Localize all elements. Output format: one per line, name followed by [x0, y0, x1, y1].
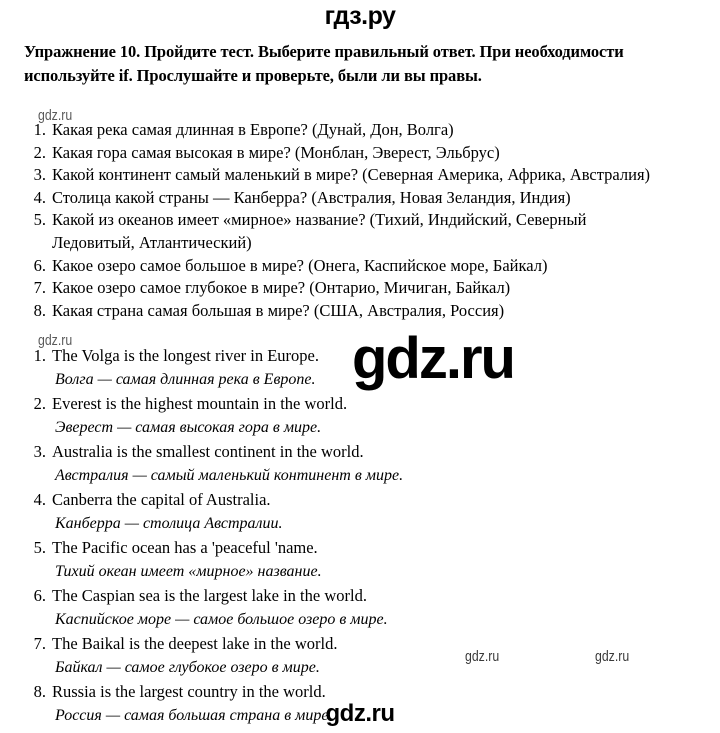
answer-body: [52, 584, 658, 632]
answer-number: 5.: [33, 538, 46, 557]
question-number: 7.: [33, 278, 46, 298]
question-number: 6.: [33, 255, 46, 275]
watermark-small-middle: gdz.ru: [38, 332, 73, 349]
question-text: Какой из океанов имеет «мирное» название? (Тихий, Индийский, Северный Ледовитый, Атлантический): [52, 210, 587, 252]
answer-number: 1.: [33, 346, 46, 365]
answer-russian: Россия — самая большая страна в мире.: [55, 707, 333, 724]
answers-list: [18, 344, 708, 728]
exercise-heading: Упражнение 10. Пройдите тест. Выберите правильный ответ. При необходимости используйте if. Прослушайте и проверьте, были ли вы правы.: [24, 42, 624, 85]
question-text: Какое озеро самое глубокое в мире? (Онтарио, Мичиган, Байкал): [52, 278, 511, 298]
question-number: 4.: [33, 187, 46, 207]
question-text: Какая гора самая высокая в мире? (Монблан, Эверест, Эльбрус): [52, 142, 500, 162]
answer-english: The Caspian sea is the largest lake in the world.: [52, 586, 367, 605]
answer-item: [18, 440, 708, 488]
answer-english: The Pacific ocean has a 'peaceful 'name.: [52, 538, 318, 557]
answer-number: 7.: [33, 634, 46, 653]
question-item: [18, 300, 708, 323]
question-item: [18, 255, 708, 278]
answer-body: [52, 536, 658, 584]
answer-number: 8.: [33, 682, 46, 701]
answer-number: 6.: [33, 586, 46, 605]
answer-number: 2.: [33, 394, 46, 413]
question-item: [18, 142, 708, 165]
answer-russian: Тихий океан имеет «мирное» название.: [55, 563, 322, 580]
question-number: 5.: [33, 210, 46, 230]
answer-body: [52, 392, 658, 440]
watermark-small-right-a: gdz.ru: [465, 648, 500, 665]
question-text: Какое озеро самое большое в мире? (Онега, Каспийское море, Байкал): [52, 255, 548, 275]
watermark-large: gdz.ru: [352, 326, 514, 391]
question-text: Столица какой страны — Канберра? (Австралия, Новая Зеландия, Индия): [52, 187, 571, 207]
answer-item: [18, 488, 708, 536]
question-item: [18, 164, 708, 187]
site-logo-top: гдз.ру: [324, 2, 396, 30]
question-text: Какая страна самая большая в мире? (США, Австралия, Россия): [52, 300, 505, 320]
answer-russian: Каспийское море — самое большое озеро в мире.: [55, 611, 388, 628]
answer-russian: Канберра — столица Австралии.: [55, 515, 283, 532]
question-number: 2.: [33, 142, 46, 162]
watermark-small-top: gdz.ru: [38, 107, 73, 124]
answer-body: [52, 440, 658, 488]
answer-item: [18, 584, 708, 632]
answer-english: The Baikal is the deepest lake in the world.: [52, 634, 338, 653]
answer-russian: Волга — самая длинная река в Европе.: [55, 371, 316, 388]
answer-english: Everest is the highest mountain in the world.: [52, 394, 348, 413]
question-item: [18, 209, 708, 254]
answer-body: [52, 632, 658, 680]
answer-item: [18, 536, 708, 584]
question-number: 1.: [33, 120, 46, 139]
answer-body: [52, 488, 658, 536]
question-number: 8.: [33, 300, 46, 320]
question-item: [18, 119, 708, 142]
question-text: Какой континент самый маленький в мире? (Северная Америка, Африка, Австралия): [52, 165, 651, 185]
answer-english: Russia is the largest country in the world.: [52, 682, 326, 701]
question-item: [18, 187, 708, 210]
question-number: 3.: [33, 165, 46, 185]
answer-english: Australia is the smallest continent in the world.: [52, 442, 364, 461]
answer-english: The Volga is the longest river in Europe.: [52, 346, 320, 365]
watermark-small-right-b: gdz.ru: [595, 648, 630, 665]
answer-russian: Австралия — самый маленький континент в мире.: [55, 467, 404, 484]
answer-item: [18, 392, 708, 440]
answer-number: 3.: [33, 442, 46, 461]
site-logo-bottom: gdz.ru: [325, 700, 395, 727]
answer-number: 4.: [33, 490, 46, 509]
answer-russian: Байкал — самое глубокое озеро в мире.: [55, 659, 320, 676]
answer-english: Canberra the capital of Australia.: [52, 490, 271, 509]
answer-russian: Эверест — самая высокая гора в мире.: [55, 419, 322, 436]
questions-list: [18, 119, 708, 322]
question-item: [18, 277, 708, 300]
question-text: Какая река самая длинная в Европе? (Дунай, Дон, Волга): [52, 120, 454, 139]
